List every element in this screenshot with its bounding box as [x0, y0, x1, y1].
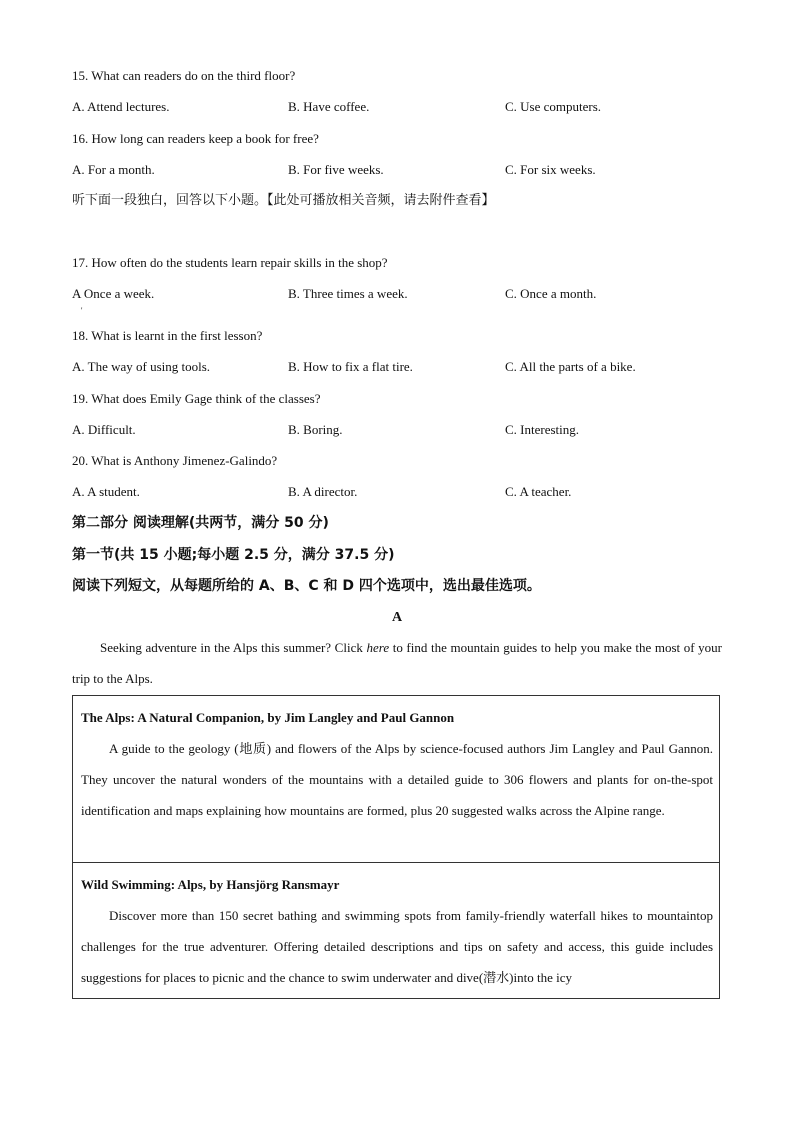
q18-option-c: C. All the parts of a bike.	[505, 359, 636, 374]
part2-heading: 第二部分 阅读理解(共两节，满分 50 分)	[72, 515, 329, 531]
q16-option-c: C. For six weeks.	[505, 162, 596, 177]
q16-option-a: A. For a month.	[72, 162, 155, 177]
question-17: 17. How often do the students learn repair skills in the shop?	[72, 255, 388, 270]
passage-label: A	[391, 610, 403, 625]
q17-option-a: A Once a week.	[72, 286, 155, 301]
q20-option-b: B. A director.	[288, 484, 358, 499]
section1-heading: 第一节(共 15 小题;每小题 2.5 分，满分 37.5 分)	[72, 547, 395, 563]
question-19: 19. What does Emily Gage think of the classes?	[72, 391, 321, 406]
intro-text-before: Seeking adventure in the Alps this summer? Click	[100, 640, 367, 655]
q18-option-b: B. How to fix a flat tire.	[288, 359, 413, 374]
question-20: 20. What is Anthony Jimenez-Galindo?	[72, 453, 278, 468]
q15-option-b: B. Have coffee.	[288, 99, 370, 114]
q20-option-c: C. A teacher.	[505, 484, 572, 499]
question-15: 15. What can readers do on the third floor?	[72, 68, 296, 83]
q17-option-c: C. Once a month.	[505, 286, 597, 301]
q19-option-a: A. Difficult.	[72, 422, 136, 437]
stray-mark: '	[81, 306, 83, 315]
q20-option-a: A. A student.	[72, 484, 140, 499]
q19-option-b: B. Boring.	[288, 422, 343, 437]
book-description: A guide to the geology (地质) and flowers of the Alps by science-focused authors Jim Langley and Paul Gannon. They uncover the natural wonders of the mountains with a detailed guide to 306 flowers and plants for on-the-spot identification and maps explaining how mountains are formed, plus 20 suggested walks across the Alpine range.	[81, 741, 713, 818]
q15-option-c: C. Use computers.	[505, 99, 602, 114]
here-link[interactable]: here	[366, 640, 390, 655]
q18-option-a: A. The way of using tools.	[72, 359, 211, 374]
book-card-wild-swimming	[72, 862, 720, 999]
book-title: The Alps: A Natural Companion, by Jim Langley and Paul Gannon	[81, 710, 455, 725]
intro-text-after: to find the mountain guides to help you make the most of your trip to the Alps.	[72, 640, 722, 686]
monologue-instruction: 听下面一段独白，回答以下小题。【此处可播放相关音频，请去附件查看】	[72, 193, 495, 208]
intro-paragraph	[72, 632, 722, 694]
book-card-alps-natural-companion	[72, 695, 720, 863]
q17-option-b: B. Three times a week.	[288, 286, 408, 301]
question-16: 16. How long can readers keep a book for free?	[72, 131, 319, 146]
q16-option-b: B. For five weeks.	[288, 162, 384, 177]
q15-option-a: A. Attend lectures.	[72, 99, 170, 114]
reading-instruction: 阅读下列短文，从每题所给的 A、B、C 和 D 四个选项中，选出最佳选项。	[72, 578, 541, 594]
book-description: Discover more than 150 secret bathing and swimming spots from family-friendly waterfall hikes to mountaintop challenges for the true adventurer. Offering detailed descriptions and tips on safety and access, this guide includes suggestions for places to picnic and the chance to swim underwater and dive(潜水)into the icy	[81, 908, 713, 985]
q19-option-c: C. Interesting.	[505, 422, 580, 437]
question-18: 18. What is learnt in the first lesson?	[72, 328, 263, 343]
book-title: Wild Swimming: Alps, by Hansjörg Ransmayr	[81, 877, 340, 892]
